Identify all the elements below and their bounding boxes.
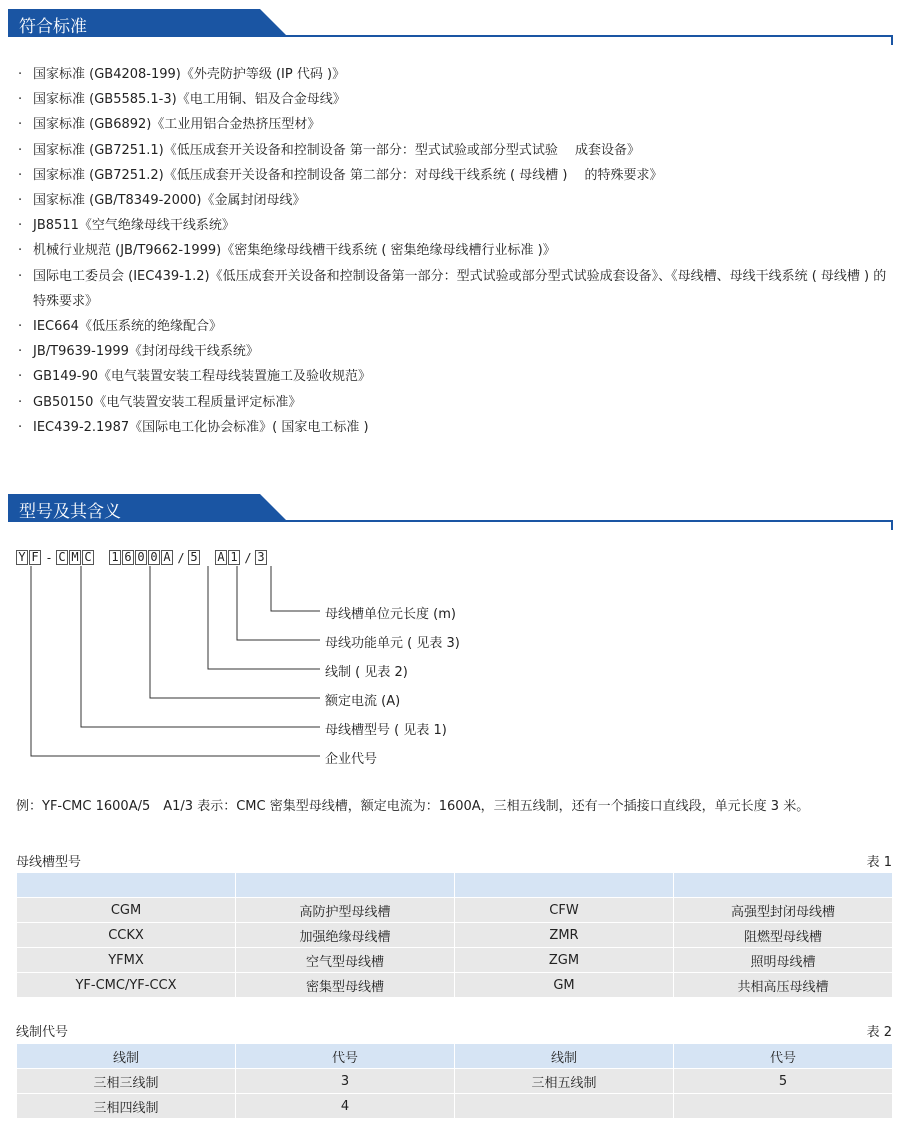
list-item: · 国际电工委员会 (IEC439-1.2)《低压成套开关设备和控制设备第一部分：型式试验或部分型式试验成套设备》、《母线槽、母线干线系统 ( 母线槽 ) 的特殊要求》 [18, 264, 896, 314]
table-row [17, 1094, 893, 1119]
table-row [17, 948, 893, 973]
table-header-row [17, 1044, 893, 1069]
list-item: · JB8511《空气绝缘母线干线系统》 [18, 213, 896, 238]
code-char: A [215, 550, 227, 565]
annotation-function-unit: 母线功能单元 ( 见表 3) [325, 636, 460, 651]
table-cell: 5 [674, 1069, 893, 1094]
code-char: 6 [122, 550, 134, 565]
header-cell: 代号 [236, 1044, 455, 1069]
header-cell [236, 873, 455, 898]
header-cell [674, 873, 893, 898]
code-char: - [45, 550, 53, 565]
table-cell: 照明母线槽 [674, 948, 893, 973]
list-item: · GB149-90《电气装置安装工程母线装置施工及验收规范》 [18, 364, 896, 389]
table-row [17, 973, 893, 998]
list-item: · 国家标准 (GB4208-199)《外壳防护等级 (IP 代码 )》 [18, 62, 896, 87]
leader-line [237, 566, 320, 640]
table1-caption: 母线槽型号 [16, 855, 82, 870]
code-char: A [161, 550, 173, 565]
table-cell: 三相四线制 [17, 1094, 236, 1119]
table2 [16, 1043, 893, 1119]
table-cell: 空气型母线槽 [236, 948, 455, 973]
table-cell: 阻燃型母线槽 [674, 923, 893, 948]
header-cell: 线制 [17, 1044, 236, 1069]
list-item: · 国家标准 (GB6892)《工业用铝合金热挤压型材》 [18, 112, 896, 137]
list-item: · 国家标准 (GB7251.2)《低压成套开关设备和控制设备 第二部分：对母线干线系统 ( 母线槽 ) 的特殊要求》 [18, 163, 896, 188]
section-title: 型号及其含义 [19, 502, 121, 522]
table-cell: 三相三线制 [17, 1069, 236, 1094]
annotation-company-code: 企业代号 [325, 752, 378, 767]
table-cell: 3 [236, 1069, 455, 1094]
table-row [17, 923, 893, 948]
header-cell [455, 873, 674, 898]
code-char: / [177, 550, 185, 565]
header-cell: 代号 [674, 1044, 893, 1069]
table-cell: CGM [17, 898, 236, 923]
table-cell: 加强绝缘母线槽 [236, 923, 455, 948]
code-char: M [69, 550, 81, 565]
table1-number: 表 1 [866, 855, 892, 870]
table-cell: 4 [236, 1094, 455, 1119]
annotation-wire-system: 线制 ( 见表 2) [325, 665, 408, 680]
header-cell: 线制 [455, 1044, 674, 1069]
list-item: · GB50150《电气装置安装工程质量评定标准》 [18, 390, 896, 415]
code-char: 0 [148, 550, 160, 565]
table-cell: 密集型母线槽 [236, 973, 455, 998]
code-char: C [56, 550, 68, 565]
list-item: · JB/T9639-1999《封闭母线干线系统》 [18, 339, 896, 364]
list-item: · IEC664《低压系统的绝缘配合》 [18, 314, 896, 339]
list-item: · 国家标准 (GB5585.1-3)《电工用铜、铝及合金母线》 [18, 87, 896, 112]
table-cell [674, 1094, 893, 1119]
table-cell: 高强型封闭母线槽 [674, 898, 893, 923]
table-cell: CFW [455, 898, 674, 923]
leader-line [81, 566, 320, 727]
annotation-busway-model: 母线槽型号 ( 见表 1) [325, 723, 447, 738]
table-cell: GM [455, 973, 674, 998]
list-item: · 机械行业规范 (JB/T9662-1999)《密集绝缘母线槽干线系统 ( 密集绝缘母线槽行业标准 )》 [18, 238, 896, 263]
table2-caption: 线制代号 [16, 1025, 69, 1040]
example-text: 例：YF-CMC 1600A/5 A1/3 表示：CMC 密集型母线槽，额定电流为：1600A，三相五线制，还有一个插接口直线段，单元长度 3 米。 [16, 799, 810, 814]
table-cell: 高防护型母线槽 [236, 898, 455, 923]
table-cell: 共相高压母线槽 [674, 973, 893, 998]
table1 [16, 872, 893, 998]
code-char: / [244, 550, 252, 565]
code-char: C [82, 550, 94, 565]
table-cell [455, 1094, 674, 1119]
table-row [17, 1069, 893, 1094]
annotation-rated-current: 额定电流 (A) [325, 694, 401, 709]
list-item: · 国家标准 (GB7251.1)《低压成套开关设备和控制设备 第一部分：型式试验或部分型式试验 成套设备》 [18, 138, 896, 163]
code-char: 3 [255, 550, 267, 565]
list-item: · 国家标准 (GB/T8349-2000)《金属封闭母线》 [18, 188, 896, 213]
code-char: Y [16, 550, 28, 565]
table-header-row [17, 873, 893, 898]
table2-number: 表 2 [866, 1025, 892, 1040]
leader-line [271, 566, 320, 611]
header-cell [17, 873, 236, 898]
table-cell: ZMR [455, 923, 674, 948]
table-row [17, 898, 893, 923]
code-char: 0 [135, 550, 147, 565]
leader-line [150, 566, 320, 698]
table-cell: CCKX [17, 923, 236, 948]
table-cell: 三相五线制 [455, 1069, 674, 1094]
section-title: 符合标准 [19, 17, 87, 37]
annotation-unit-length: 母线槽单位元长度 (m) [325, 607, 456, 622]
table-cell: YFMX [17, 948, 236, 973]
code-char: F [29, 550, 41, 565]
table-cell: ZGM [455, 948, 674, 973]
code-char: 1 [228, 550, 240, 565]
code-char: 5 [188, 550, 200, 565]
code-char: 1 [109, 550, 121, 565]
leader-line [208, 566, 320, 669]
list-item: · IEC439-2.1987《国际电工化协会标准》( 国家电工标准 ) [18, 415, 896, 440]
table-cell: YF-CMC/YF-CCX [17, 973, 236, 998]
